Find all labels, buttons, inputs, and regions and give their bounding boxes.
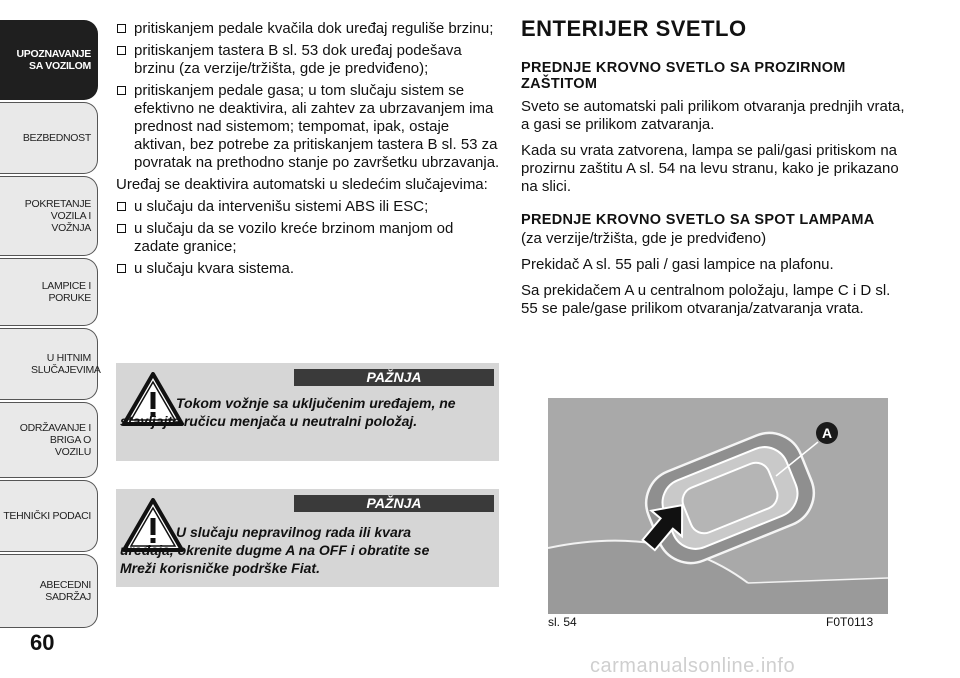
tab-bezbednost[interactable] bbox=[0, 102, 98, 174]
tab-label: POKRETANJE VOZILA I VOŽNJA bbox=[24, 198, 91, 234]
left-column bbox=[116, 20, 500, 282]
warning-box bbox=[116, 363, 499, 461]
paragraph: Sveto se automatski pali prilikom otvaranja prednjih vrata, a gasi se prilikom zatvaranja. bbox=[521, 98, 905, 133]
list-item: u slučaju kvara sistema. bbox=[116, 260, 500, 278]
tab-abecedni[interactable] bbox=[0, 554, 98, 628]
list-item: u slučaju da intervenišu sistemi ABS ili ESC; bbox=[116, 198, 500, 216]
tab-label: ABECEDNI SADRŽAJ bbox=[39, 579, 91, 603]
warning-title: PAŽNJA bbox=[294, 369, 494, 386]
watermark: carmanualsonline.info bbox=[590, 655, 796, 677]
figure-label-a: A bbox=[816, 422, 838, 444]
tab-odrzavanje[interactable] bbox=[0, 402, 98, 478]
list-item: pritiskanjem pedale gasa; u tom slučaju sistem se efektivno ne deaktivira, ali zahtev za ubrzavanjem ima prednost nad sistemom; tempomat, ipak, ostaje aktivan, bez potrebe za pritiskanjem tastera B sl. 53 za povratak na prethodno stanje po završetku ubrzavanja. bbox=[116, 82, 500, 172]
warning-text: Tokom vožnje sa uključenim uređajem, ne stavljajte ručicu menjača u neutralni položaj. bbox=[120, 395, 456, 429]
paragraph: Prekidač A sl. 55 pali / gasi lampice na plafonu. bbox=[521, 256, 834, 273]
paragraph: Uređaj se deaktivira automatski u sledećim slučajevima: bbox=[116, 176, 488, 193]
list-item: pritiskanjem tastera B sl. 53 dok uređaj podešava brzinu (za verzije/tržišta, gde je predviđeno); bbox=[116, 42, 500, 78]
tab-lampice[interactable] bbox=[0, 258, 98, 326]
tab-label: U HITNIM SLUČAJEVIMA bbox=[31, 352, 101, 376]
tab-label: ODRŽAVANJE I BRIGA O VOZILU bbox=[19, 422, 91, 458]
tab-label: BEZBEDNOST bbox=[22, 132, 91, 144]
tab-pokretanje[interactable] bbox=[0, 176, 98, 256]
figure-code: F0T0113 bbox=[826, 615, 874, 629]
right-column bbox=[521, 16, 906, 326]
tab-hitnim[interactable] bbox=[0, 328, 101, 400]
tab-tehnicki[interactable] bbox=[0, 480, 98, 552]
warning-box bbox=[116, 489, 499, 587]
tab-upoznavanje[interactable] bbox=[0, 20, 98, 100]
warning-title: PAŽNJA bbox=[294, 495, 494, 512]
figure-image bbox=[548, 398, 888, 614]
list-item: pritiskanjem pedale kvačila dok uređaj reguliše brzinu; bbox=[116, 20, 500, 38]
list-item: u slučaju da se vozilo kreće brzinom manjom od zadate granice; bbox=[116, 220, 500, 256]
paragraph: Sa prekidačem A u centralnom položaju, lampe C i D sl. 55 se pale/gase prilikom otvaranja/zatvaranja vrata. bbox=[521, 282, 891, 317]
warning-text: U slučaju nepravilnog rada ili kvara uređaja, okrenite dugme A na OFF i obratite se Mreži korisničke podrške Fiat. bbox=[120, 524, 430, 576]
subsection-title: PREDNJE KROVNO SVETLO SA PROZIRNOM ZAŠTITOM bbox=[521, 60, 846, 92]
tab-label: LAMPICE I PORUKE bbox=[41, 280, 91, 304]
tab-label: UPOZNAVANJE SA VOZILOM bbox=[16, 48, 91, 72]
page-number: 60 bbox=[30, 630, 55, 655]
paragraph: Kada su vrata zatvorena, lampa se pali/gasi pritiskom na prozirnu zaštitu A sl. 54 na levu stranu, kako je prikazano na slici. bbox=[521, 142, 899, 195]
subsection-title: PREDNJE KROVNO SVETLO SA SPOT LAMPAMA bbox=[521, 212, 875, 228]
figure-caption: sl. 54 bbox=[548, 615, 577, 629]
section-title: ENTERIJER SVETLO bbox=[521, 16, 747, 41]
tab-label: TEHNIČKI PODACI bbox=[3, 510, 91, 522]
paragraph: (za verzije/tržišta, gde je predviđeno) bbox=[521, 230, 767, 247]
